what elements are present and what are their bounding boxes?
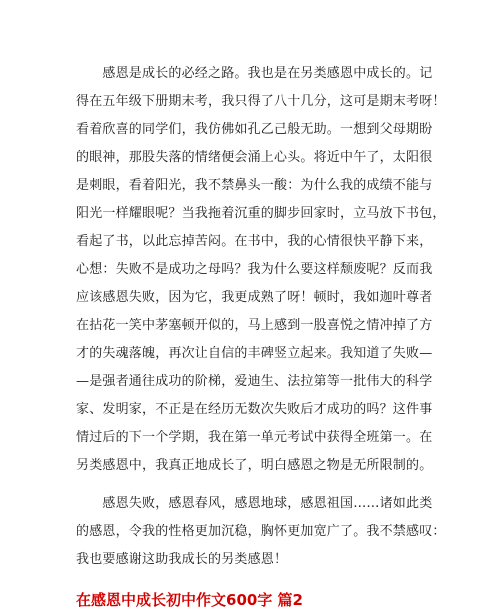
text-line: 是刺眼，看着阳光，我不禁鼻头一酸：为什么我的成绩不能与: [76, 178, 433, 193]
paragraph-1: [76, 60, 446, 480]
text-line: 心想：失败不是成功之母吗？我为什么要这样颓废呢？反而我: [76, 262, 433, 277]
text-line: 看着欣喜的同学们，我仿佛如孔乙己般无助。一想到父母期盼: [76, 122, 433, 137]
text-line: 感恩是成长的必经之路。我也是在另类感恩中成长的。记: [76, 66, 433, 81]
next-article-heading[interactable]: 在感恩中成长初中作文600字 篇2: [76, 591, 303, 609]
text-line: 家、发明家，不正是在经历无数次失败后才成功的吗？这件事: [76, 402, 433, 417]
text-line: 得在五年级下册期末考，我只得了八十几分，这可是期末考呀！: [76, 94, 446, 109]
text-line: —是强者通往成功的阶梯，爱迪生、法拉第等一批伟大的科学: [76, 374, 433, 389]
text-line: 感恩失败，感恩春风，感恩地球，感恩祖国……诸如此类: [76, 496, 433, 511]
paragraph-2: [76, 490, 446, 574]
text-line: 才的失魂落魄，再次让自信的丰碑竖立起来。我知道了失败—: [76, 346, 433, 361]
text-line: 应该感恩失败，因为它，我更成熟了呀！顿时，我如迦叶尊者: [76, 290, 433, 305]
text-line: 看起了书，以此忘掉苦闷。在书中，我的心情很快平静下来，: [76, 234, 433, 249]
text-line: 的眼神，那股失落的情绪便会涌上心头。将近中午了，太阳很: [76, 150, 433, 165]
text-line: 我也要感谢这助我成长的另类感恩！: [76, 552, 288, 567]
text-line: 在拈花一笑中茅塞顿开似的，马上感到一股喜悦之情冲掉了方: [76, 318, 433, 333]
text-line: 阳光一样耀眼呢？当我拖着沉重的脚步回家时，立马放下书包，: [76, 206, 446, 221]
text-line: 情过后的下一个学期，我在第一单元考试中获得全班第一。在: [76, 430, 433, 445]
text-line: 另类感恩中，我真正地成长了，明白感恩之物是无所限制的。: [76, 458, 433, 473]
text-line: 的感恩，令我的性格更加沉稳，胸怀更加宽广了。我不禁感叹：: [76, 524, 446, 539]
article-body: [76, 60, 446, 614]
